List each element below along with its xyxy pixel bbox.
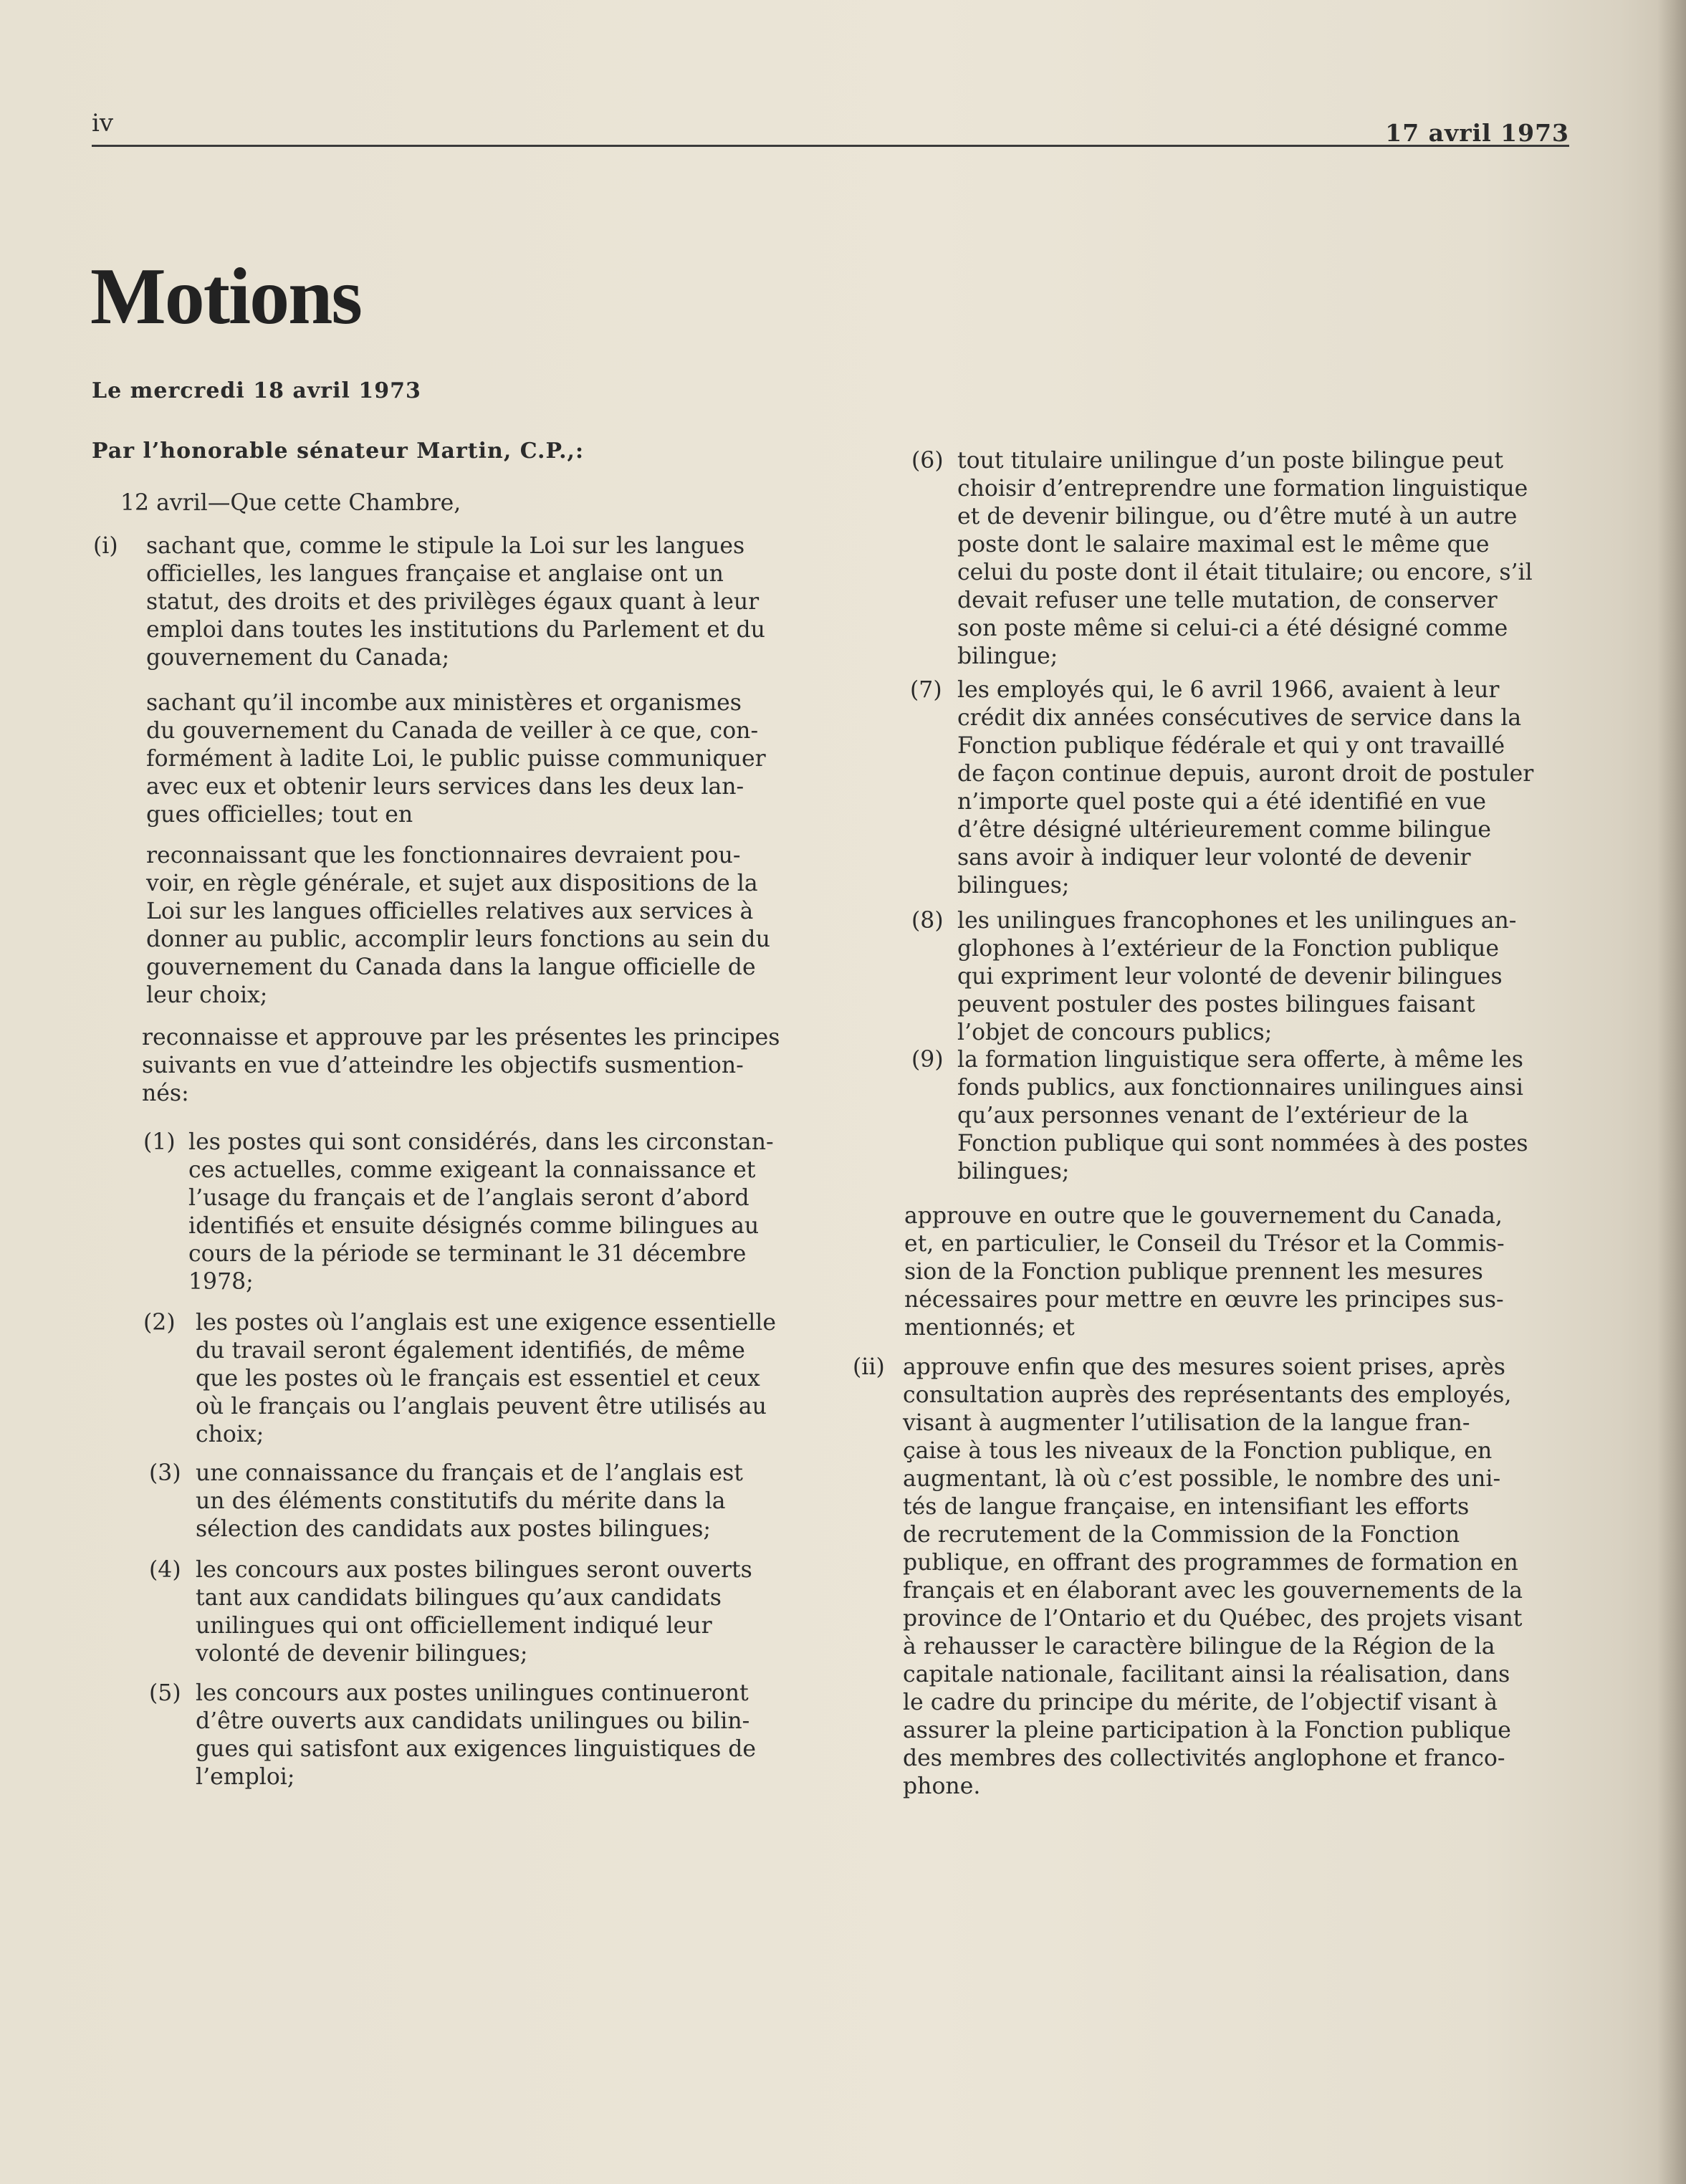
text-line: 1978; (188, 1269, 254, 1295)
text-line: volonté de devenir bilingues; (196, 1641, 528, 1667)
text-line: de recrutement de la Commission de la Fonction (903, 1522, 1460, 1548)
principle-number: (2) (143, 1310, 176, 1336)
principle-text (957, 447, 1569, 671)
text-line: bilingue; (957, 643, 1058, 669)
text-line: une connaissance du français et de l’anglais est (196, 1460, 743, 1486)
text-line: un des éléments constitutifs du mérite dans la (196, 1488, 726, 1514)
text-line: les postes où l’anglais est une exigence essentielle (196, 1310, 777, 1336)
text-line: choisir d’entreprendre une formation linguistique (957, 476, 1528, 502)
text-line: à rehausser le caractère bilingue de la Région de la (903, 1634, 1495, 1659)
principle-number: (6) (911, 448, 944, 474)
principle-text (188, 1129, 815, 1296)
text-line: peuvent postuler des postes bilingues faisant (957, 992, 1475, 1017)
text-line: poste dont le salaire maximal est le même que (957, 532, 1490, 557)
text-line: augmentant, là où c’est possible, le nombre des uni- (903, 1466, 1501, 1492)
header-date: 17 avril 1973 (1385, 119, 1569, 147)
text-line: sans avoir à indiquer leur volonté de devenir (957, 845, 1471, 871)
text-line: du gouvernement du Canada de veiller à ce que, con- (146, 718, 759, 744)
principle-text (957, 907, 1569, 1047)
paragraph-reconnaisse (142, 1024, 815, 1108)
text-line: les concours aux postes unilingues continueront (196, 1680, 749, 1706)
text-line: que les postes où le français est essentiel et ceux (196, 1366, 760, 1392)
page-folio: iv (92, 109, 114, 138)
text-line: crédit dix années consécutives de service dans la (957, 705, 1522, 731)
text-line: sachant que, comme le stipule la Loi sur les langues (146, 533, 745, 559)
text-line: visant à augmenter l’utilisation de la langue fran- (903, 1410, 1470, 1436)
text-line: officielles, les langues française et anglaise ont un (146, 561, 724, 587)
text-line: gues officielles; tout en (146, 802, 413, 828)
text-line: et, en particulier, le Conseil du Trésor et la Commis- (904, 1231, 1505, 1257)
clause-number: (i) (93, 533, 118, 559)
text-line: celui du poste dont il était titulaire; ou encore, s’il (957, 560, 1533, 585)
text-line: qui expriment leur volonté de devenir bilingues (957, 964, 1503, 990)
text-line: tant aux candidats bilingues qu’aux candidats (196, 1585, 722, 1611)
principle-text (196, 1309, 815, 1449)
principle-text (957, 676, 1569, 900)
text-line: la formation linguistique sera offerte, à même les (957, 1047, 1523, 1073)
text-line: les postes qui sont considérés, dans les circonstan- (188, 1129, 774, 1155)
text-line: l’emploi; (196, 1764, 295, 1790)
text-line: d’être ouverts aux candidats unilingues ou bilin- (196, 1708, 750, 1734)
text-line: Fonction publique qui sont nommées à des postes (957, 1131, 1528, 1156)
text-line: capitale nationale, facilitant ainsi la réalisation, dans (903, 1662, 1510, 1687)
text-line: les unilingues francophones et les unilingues an- (957, 908, 1517, 934)
text-line: bilingues; (957, 1159, 1070, 1184)
text-line: reconnaisse et approuve par les présentes les principes (142, 1025, 780, 1050)
text-line: Fonction publique fédérale et qui y ont travaillé (957, 733, 1505, 759)
text-line: l’objet de concours publics; (957, 1020, 1273, 1045)
principle-number: (8) (911, 908, 944, 934)
text-line: des membres des collectivités anglophone et franco- (903, 1745, 1505, 1771)
text-line: l’usage du français et de l’anglais seront d’abord (188, 1185, 749, 1211)
text-line: ces actuelles, comme exigeant la connaissance et (188, 1157, 756, 1183)
text-line: donner au public, accomplir leurs fonctions au sein du (146, 926, 770, 952)
text-line: français et en élaborant avec les gouvernements de la (903, 1578, 1523, 1604)
text-line: identifiés et ensuite désignés comme bilingues au (188, 1213, 760, 1239)
text-line: çaise à tous les niveaux de la Fonction publique, en (903, 1438, 1493, 1464)
text-line: publique, en offrant des programmes de formation en (903, 1550, 1518, 1576)
principle-number: (3) (149, 1460, 181, 1486)
text-line: sachant qu’il incombe aux ministères et organismes (146, 690, 742, 716)
text-line: assurer la pleine participation à la Fonction publique (903, 1718, 1511, 1743)
text-line: de façon continue depuis, auront droit de postuler (957, 761, 1534, 787)
motion-intro: 12 avril—Que cette Chambre, (120, 490, 461, 516)
text-line: tés de langue française, en intensifiant les efforts (903, 1494, 1470, 1520)
text-line: nécessaires pour mettre en œuvre les principes sus- (904, 1287, 1504, 1313)
text-line: unilingues qui ont officiellement indiqué leur (196, 1613, 712, 1639)
clause-number: (ii) (853, 1354, 885, 1380)
text-line: gues qui satisfont aux exigences linguistiques de (196, 1736, 757, 1762)
text-line: statut, des droits et des privilèges égaux quant à leur (146, 589, 760, 615)
text-line: reconnaissant que les fonctionnaires devraient pou- (146, 843, 741, 868)
principle-number: (1) (143, 1129, 176, 1155)
sitting-date: Le mercredi 18 avril 1973 (92, 378, 421, 403)
principle-text (196, 1460, 815, 1543)
text-line: n’importe quel poste qui a été identifié en vue (957, 789, 1487, 815)
text-line: approuve enfin que des mesures soient prises, après (903, 1354, 1505, 1380)
page-title: Motions (90, 252, 361, 341)
text-line: sion de la Fonction publique prennent les mesures (904, 1259, 1483, 1285)
text-line: emploi dans toutes les institutions du Parlement et du (146, 617, 765, 643)
paragraph-approuve-outre (904, 1202, 1569, 1342)
text-line: et de devenir bilingue, ou d’être muté à un autre (957, 504, 1518, 530)
right-column (853, 0, 1569, 2184)
text-line: sélection des candidats aux postes bilingues; (196, 1516, 712, 1542)
text-line: d’être désigné ultérieurement comme bilingue (957, 817, 1492, 843)
clause-text (903, 1354, 1569, 1801)
left-column (92, 0, 815, 2184)
text-line: glophones à l’extérieur de la Fonction publique (957, 936, 1500, 962)
text-line: suivants en vue d’atteindre les objectifs susmention- (142, 1053, 744, 1078)
principle-text (196, 1680, 815, 1791)
page-edge-shadow (1657, 0, 1686, 2184)
text-line: où le français ou l’anglais peuvent être utilisés au (196, 1394, 767, 1419)
text-line: cours de la période se terminant le 31 décembre (188, 1241, 747, 1267)
text-line: son poste même si celui-ci a été désigné comme (957, 616, 1508, 641)
principle-number: (5) (149, 1680, 181, 1706)
text-line: tout titulaire unilingue d’un poste bilingue peut (957, 448, 1503, 474)
text-line: fonds publics, aux fonctionnaires unilingues ainsi (957, 1075, 1523, 1101)
text-line: mentionnés; et (904, 1315, 1075, 1341)
text-line: nés: (142, 1081, 189, 1106)
text-line: voir, en règle générale, et sujet aux dispositions de la (146, 871, 758, 896)
clause-text (146, 532, 815, 672)
text-line: leur choix; (146, 982, 268, 1008)
paragraph-sachant (146, 689, 815, 829)
text-line: devait refuser une telle mutation, de conserver (957, 588, 1498, 613)
paragraph-reconnaissant (146, 842, 815, 1010)
principle-number: (4) (149, 1557, 181, 1583)
principle-number: (7) (910, 677, 942, 703)
text-line: les employés qui, le 6 avril 1966, avaient à leur (957, 677, 1500, 703)
text-line: gouvernement du Canada dans la langue officielle de (146, 954, 756, 980)
text-line: avec eux et obtenir leurs services dans les deux lan- (146, 774, 744, 800)
text-line: choix; (196, 1422, 264, 1447)
text-line: Loi sur les langues officielles relatives aux services à (146, 899, 754, 924)
text-line: gouvernement du Canada; (146, 645, 450, 671)
text-line: le cadre du principe du mérite, de l’objectif visant à (903, 1690, 1498, 1715)
principle-text (196, 1556, 815, 1668)
text-line: du travail seront également identifiés, de même (196, 1338, 745, 1364)
principle-text (957, 1046, 1569, 1186)
text-line: qu’aux personnes venant de l’extérieur de la (957, 1103, 1469, 1129)
text-line: les concours aux postes bilingues seront ouverts (196, 1557, 752, 1583)
motion-sponsor: Par l’honorable sénateur Martin, C.P.,: (92, 439, 585, 464)
text-line: province de l’Ontario et du Québec, des projets visant (903, 1606, 1523, 1632)
text-line: formément à ladite Loi, le public puisse communiquer (146, 746, 766, 772)
text-line: phone. (903, 1773, 981, 1799)
text-line: bilingues; (957, 873, 1070, 899)
text-line: consultation auprès des représentants des employés, (903, 1382, 1512, 1408)
text-line: approuve en outre que le gouvernement du Canada, (904, 1203, 1503, 1229)
principle-number: (9) (911, 1047, 944, 1073)
